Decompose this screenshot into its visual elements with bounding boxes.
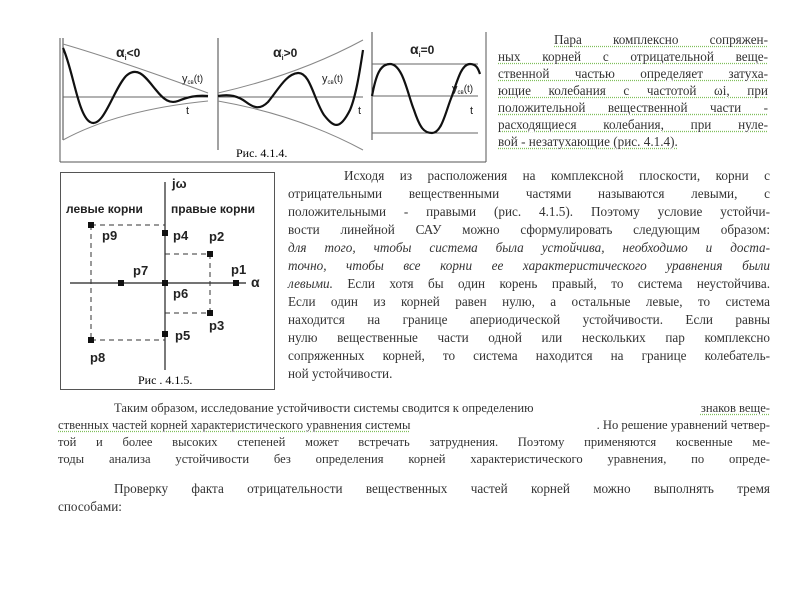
text-line: вости линейной САУ можно сформулировать следующим образом:: [288, 222, 770, 237]
complex-plane-diagram: [60, 172, 275, 390]
y-label: y: [182, 73, 188, 85]
y-label: y: [322, 73, 328, 85]
text-italic: левыми.: [288, 276, 333, 291]
text-line: [58, 400, 770, 416]
text-line: способами:: [58, 499, 122, 514]
text-line: нулю вещественные части одной или нескольких пар комплексно: [288, 330, 770, 345]
point-p5: [162, 331, 168, 337]
point-p1: [233, 280, 239, 286]
label-p1: p1: [231, 262, 247, 277]
alpha-sub: i: [124, 55, 127, 62]
svg-text:yсв(t): [322, 73, 343, 86]
text-line: той и более высоких степеней может встречать затруднения. Поэтому применяются косвенные ме-: [58, 435, 770, 449]
text-line-italic: для того, чтобы система была устойчива, необходимо и доста-: [288, 240, 770, 255]
svg-text:yсв(t): [182, 73, 203, 86]
envelope-lower: [218, 101, 363, 150]
y-label: y: [452, 83, 458, 95]
figure-4-1-5: [60, 172, 275, 390]
figure-caption: Рис . 4.1.5.: [138, 373, 193, 387]
alpha-label: α: [410, 41, 419, 57]
label-p7: p7: [133, 263, 149, 278]
y-sub: св: [457, 90, 464, 96]
alpha-sub: i: [418, 52, 421, 59]
signal-curve: [372, 64, 480, 133]
plot-diverging: [218, 38, 363, 150]
text-line: сопряженных корней, то система находится на границе колебатель-: [288, 348, 770, 363]
y-arg: (t): [463, 84, 474, 95]
text-line-italic: точно, чтобы все корни ее характеристического уравнения были: [288, 258, 770, 273]
label-p3: p3: [209, 318, 225, 333]
label-p2: p2: [209, 229, 225, 244]
left-roots-label: левые корни: [66, 202, 143, 216]
figure-caption: Рис. 4.1.4.: [236, 146, 288, 160]
label-p4: p4: [173, 228, 189, 243]
t-label: t: [358, 105, 362, 117]
text-line: [288, 276, 770, 292]
text-line: ных корней с отрицательной веще-: [498, 49, 768, 64]
text-line: положительной вещественной части -: [498, 100, 768, 115]
point-p6: [162, 280, 168, 286]
text-line: [58, 417, 770, 433]
alpha-sub: i: [281, 55, 284, 62]
text-line: отрицательными вещественными частями называются левыми, с: [288, 186, 770, 201]
alpha-label: α: [273, 44, 282, 60]
alpha-rel: =0: [420, 43, 435, 57]
point-p7: [118, 280, 124, 286]
point-p9: [88, 222, 94, 228]
y-sub: св: [187, 80, 194, 86]
text-line: Пара комплексно сопряжен-: [554, 32, 768, 47]
alpha-rel: <0: [126, 46, 141, 60]
text-line: ющие колебания с частотой ωi, при: [498, 83, 768, 98]
text-line: Если один из корней равен нулю, а остальные левые, то система: [288, 294, 770, 309]
text-line: расходящиеся колебания, при нуле-: [498, 117, 768, 132]
text-underlined: знаков веще-: [700, 401, 770, 415]
text-line: Исходя из расположения на комплексной плоскости, корни с: [344, 168, 770, 183]
plot-decaying: [63, 38, 208, 140]
svg-text:αi>0: [273, 44, 298, 62]
point-p8: [88, 337, 94, 343]
text-regular: . Но решение уравнений четвер-: [596, 418, 770, 432]
point-p2: [207, 251, 213, 257]
y-sub: св: [327, 80, 334, 86]
label-p5: p5: [175, 328, 191, 343]
text-line: тоды анализа устойчивости без определения корней характеристического уравнения, по опреде-: [58, 452, 770, 466]
svg-text:yсв(t): [452, 83, 473, 96]
label-p8: p8: [90, 350, 106, 365]
text-line: вой - незатухающие (рис. 4.1.4).: [498, 134, 678, 149]
y-arg: (t): [333, 74, 344, 85]
svg-text:αi=0: [410, 41, 435, 59]
text-underlined: ственных частей корней характеристического уравнения системы: [58, 418, 411, 432]
point-p4: [162, 230, 168, 236]
svg-text:αi<0: [116, 44, 141, 62]
label-p9: p9: [102, 228, 118, 243]
text-regular: Таким образом, исследование устойчивости системы сводится к определению: [114, 401, 537, 415]
y-arg: (t): [193, 74, 204, 85]
text-regular: Если хотя бы один корень правый, то система неустойчива.: [332, 276, 770, 291]
text-line: положительными - правыми (рис. 4.1.5). Поэтому условие устойчи-: [288, 204, 770, 219]
label-p6: p6: [173, 286, 189, 301]
text-line: ной устойчивости.: [288, 366, 393, 381]
text-line: находится на границе апериодической устойчивости. Если равны: [288, 312, 770, 327]
right-roots-label: правые корни: [171, 202, 256, 216]
alpha-label: α: [116, 44, 125, 60]
point-p3: [207, 310, 213, 316]
t-label: t: [186, 105, 190, 117]
plot-sustained: [372, 32, 480, 140]
oscillation-plots: [58, 30, 488, 165]
alpha-rel: >0: [283, 46, 298, 60]
figure-4-1-4: [58, 30, 488, 165]
imag-axis-label: jω: [172, 176, 187, 191]
t-label: t: [470, 105, 474, 117]
text-line: ственной частью определяет затуха-: [498, 66, 768, 81]
text-line: Проверку факта отрицательности вещественных частей корней можно выполнять тремя: [114, 481, 770, 496]
real-axis-label: α: [251, 274, 260, 290]
